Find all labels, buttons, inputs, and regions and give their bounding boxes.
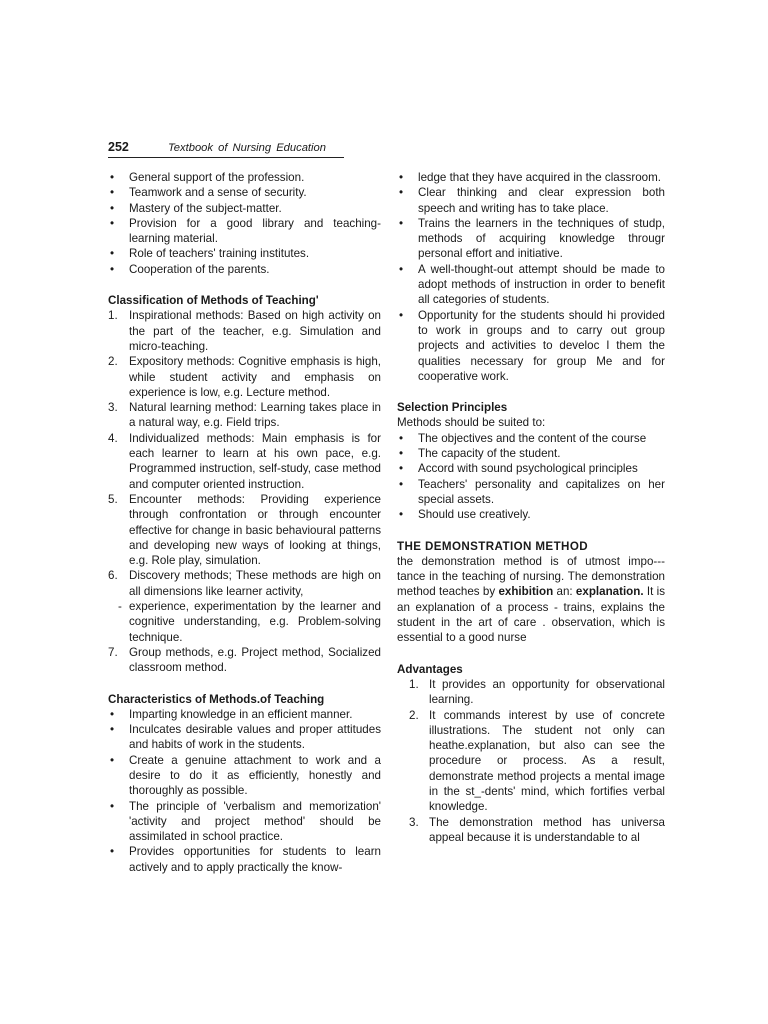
list-item: • Teamwork and a sense of security. [108,185,381,200]
list-item: 5. Encounter methods: Providing experience through confrontation or through encounter effective for change in basic behavioural patterns and developing new ways of looking at things, e.g. Role play, simulation. [108,492,381,568]
page-number: 252 [108,140,129,154]
demonstration-paragraph: the demonstration method is of utmost impo--- tance in the teaching of nursing. The demonstration method teaches by exhibition an: explanation. It is an explanation of a process - trains, explains the student in the art of care . observation, which is essential to a good nurse [397,554,666,645]
characteristics-heading: Characteristics of Methods.of Teaching [108,692,325,706]
list-item: • Teachers' personality and capitalizes on her special assets. [397,477,665,508]
list-item: • Create a genuine attachment to work and a desire to do it as efficiently, honestly and thoroughly as possible. [108,753,381,799]
list-item: • Accord with sound psychological principles [397,461,665,476]
list-item: 3. Natural learning method: Learning takes place in a natural way, e.g. Field trips. [108,401,381,430]
list-item: • Role of teachers' training institutes. [108,246,381,261]
selection-intro: Methods should be suited to: [397,416,546,430]
list-item: • The principle of 'verbalism and memorization' 'activity and project method' should be assimilated in school practice. [108,799,381,845]
list-item: • Imparting knowledge in an efficient manner. [108,707,381,722]
list-item: • General support of the profession. [108,170,381,185]
selection-list [397,431,665,523]
top-bullet-list [397,185,665,384]
list-item: • Mastery of the subject-matter. [108,201,381,216]
list-item: • The capacity of the student. [397,446,665,461]
list-item: 6. Discovery methods; These methods are high on all dimensions like learner activity, [108,569,381,598]
advantages-heading: Advantages [397,662,463,676]
list-item: • Opportunity for the students should hi provided to work in groups and to carry out group projects and activities to develoc I them the qualities necessary for group Me and for cooperative work. [397,308,665,384]
list-item: • Cooperation of the parents. [108,262,381,277]
list-item: • Trains the learners in the techniques of studp, methods of acquiring knowledge througr personal effort and initiative. [397,216,665,262]
demonstration-heading: THE DEMONSTRATION METHOD [397,539,589,553]
running-header [108,140,344,158]
list-item: • Clear thinking and clear expression both speech and writing has to take place. [397,185,665,216]
list-item: 2. It commands interest by use of concrete illustrations. The student not only can heathe.explanation, but also can see the procedure or process. As a result, demonstrate method projects a mental image in the st_-dents' mind, which fortifies verbal knowledge. [409,708,665,814]
list-item: 1. It provides an opportunity for observational learning. [409,677,665,707]
running-title: Textbook of Nursing Education [168,142,326,154]
characteristics-list [108,707,381,875]
continuation-text: • ledge that they have acquired in the classroom. [397,170,665,185]
left-column [108,170,381,875]
list-item: • Provision for a good library and teaching-learning material. [108,216,381,247]
classification-heading: Classification of Methods of Teaching' [108,294,319,308]
list-item: • Should use creatively. [397,507,665,522]
classification-list [108,308,381,675]
list-item: • The objectives and the content of the course [397,431,665,446]
list-item: 1. Inspirational methods: Based on high activity on the part of the teacher, e.g. Simulation and micro-teaching. [108,309,381,353]
list-item: • A well-thought-out attempt should be made to adopt methods of instruction in order to benefit all categories of students. [397,262,665,308]
list-item-continuation: - experience, experimentation by the learner and cognitive understanding, e.g. Problem-solving technique. [108,599,381,645]
list-item: 4. Individualized methods: Main emphasis is for each learner to learn at his own pace, e.g. Programmed instruction, self-study, case method and computer oriented instruction. [108,431,381,491]
list-item: • Provides opportunities for students to learn actively and to apply practically the know- [108,844,381,875]
list-item: 2. Expository methods: Cognitive emphasis is high, while student activity and emphasis on experience is low, e.g. Lecture method. [108,355,381,399]
right-column [397,170,665,845]
list-item: 7. Group methods, e.g. Project method, Socialized classroom method. [108,645,381,675]
advantages-list [397,677,665,845]
list-item: 3. The demonstration method has universa appeal because it is understandable to al [409,815,665,844]
list-item: • Inculcates desirable values and proper attitudes and habits of work in the students. [108,722,381,753]
top-bullet-list [108,170,381,277]
selection-heading: Selection Principles [397,401,508,415]
